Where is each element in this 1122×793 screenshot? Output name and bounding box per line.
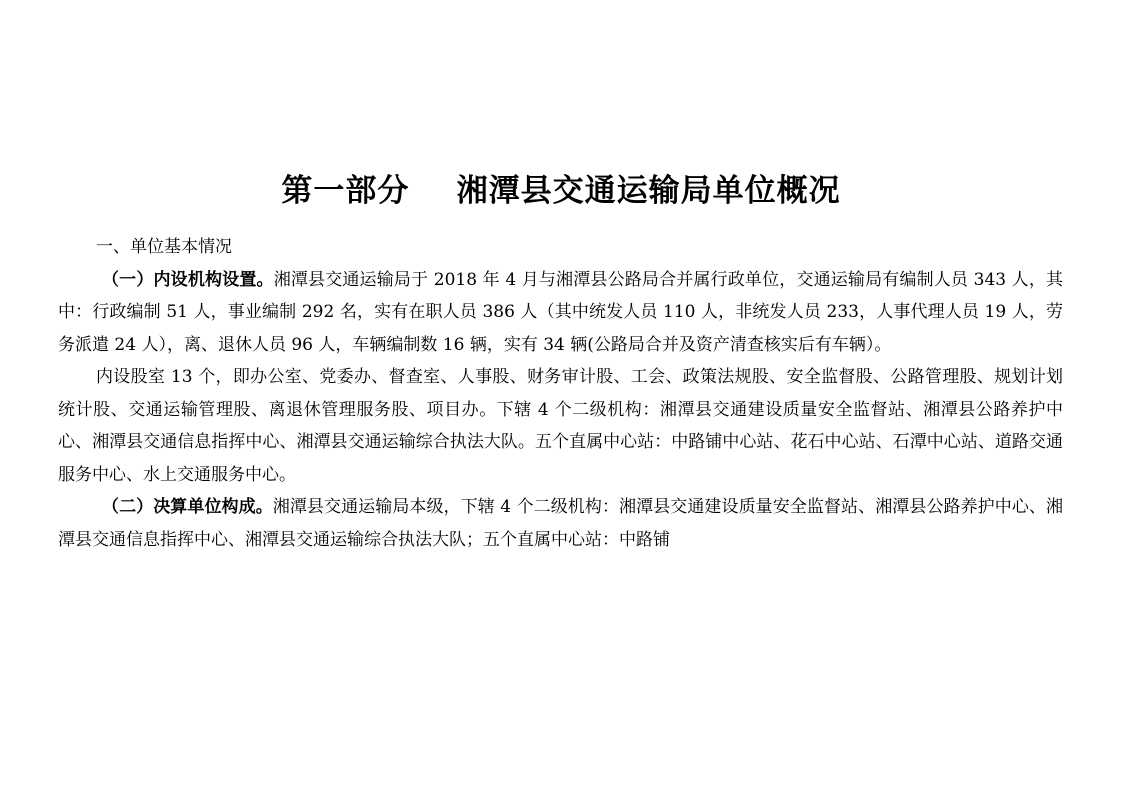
section-heading: 一、单位基本情况 bbox=[96, 237, 232, 257]
page-title: 第一部分 湘潭县交通运输局单位概况 bbox=[281, 172, 841, 209]
document-body bbox=[58, 231, 1063, 556]
paragraph-lead: （一）内设机构设置。 bbox=[102, 269, 274, 290]
paragraph-budget-units bbox=[58, 491, 1063, 556]
paragraph-text: 内设股室 13 个，即办公室、党委办、督查室、人事股、财务审计股、工会、政策法规股、安全监督股、公路管理股、规划计划统计股、交通运输管理股、离退休管理服务股、项目办。下辖 4 个二级机构：湘潭县交通建设质量安全监督站、湘潭县公路养护中心、湘潭县交通信息指挥中心、湘潭县交通运输综合执法大队。五个直属中心站：中路铺中心站、花石中心站、石潭中心站、道路交通服务中心、水上交通服务中心。 bbox=[58, 367, 1063, 485]
paragraph-departments bbox=[58, 361, 1063, 491]
paragraph-lead: （二）决算单位构成。 bbox=[102, 497, 273, 517]
paragraph-text: 湘潭县交通运输局于 2018 年 4 月与湘潭县公路局合并属行政单位，交通运输局有编制人员 343 人，其中：行政编制 51 人，事业编制 292 名，实有在职人员 386 人（其中统发人员 110 人，非统发人员 233，人事代理人员 19 人，劳务派遣 24 人），离、退休人员 96 人，车辆编制数 16 辆，实有 34 辆(公路局合并及资产清查核实后有车辆）。 bbox=[58, 269, 1064, 355]
paragraph-text: 湘潭县交通运输局本级，下辖 4 个二级机构：湘潭县交通建设质量安全监督站、湘潭县公路养护中心、湘潭县交通信息指挥中心、湘潭县交通运输综合执法大队；五个直属中心站：中路铺 bbox=[58, 497, 1063, 550]
paragraph-internal-structure bbox=[58, 264, 1063, 362]
